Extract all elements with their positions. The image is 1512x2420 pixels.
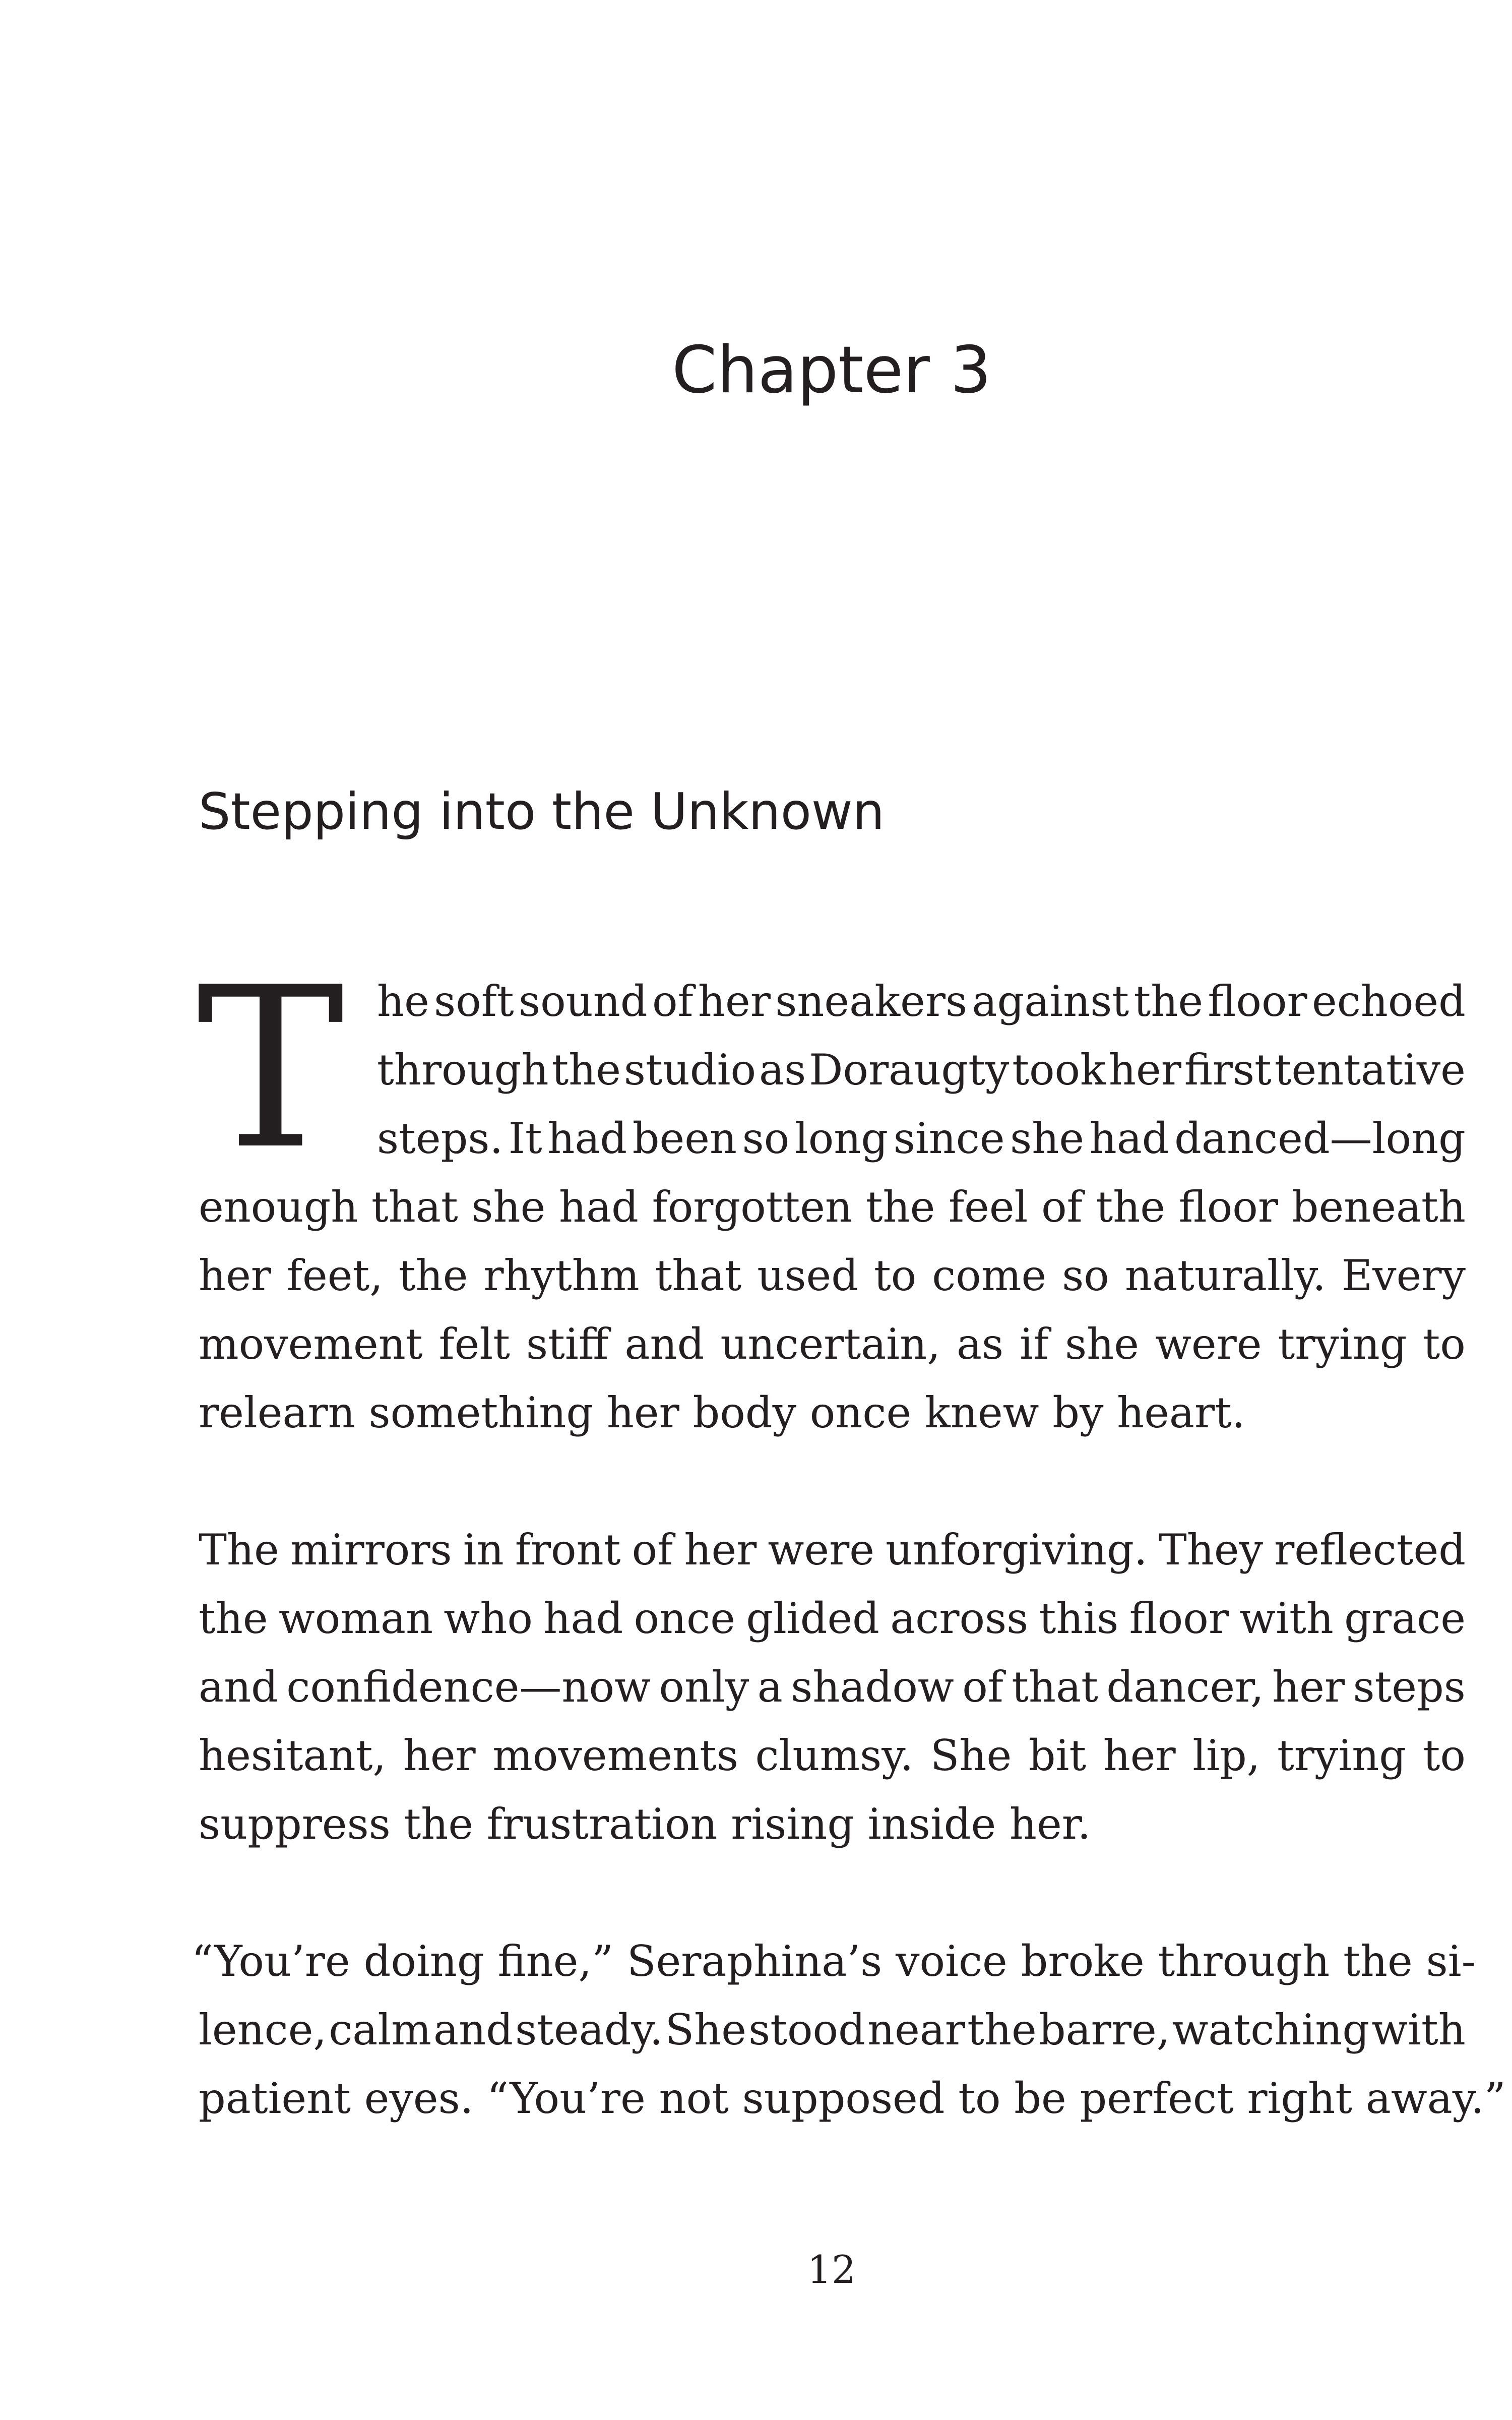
word: front [515, 1525, 621, 1575]
word: she [471, 1182, 546, 1232]
word: si- [1426, 1937, 1476, 1986]
word: They [1158, 1525, 1263, 1575]
word: hesitant, [199, 1731, 387, 1780]
word: shadow [791, 1662, 954, 1712]
text-line [199, 1995, 1466, 2064]
word: stood [748, 2005, 865, 2054]
word: the [551, 1045, 621, 1095]
word: that [1012, 1662, 1098, 1712]
word: a [757, 1662, 783, 1712]
text-line [199, 1173, 1466, 1241]
word: calm [329, 2005, 431, 2054]
word: trying [1278, 1319, 1407, 1369]
word: who [444, 1594, 533, 1643]
word: naturally. [1124, 1251, 1326, 1300]
word: of [652, 977, 694, 1026]
word: the [865, 1182, 935, 1232]
word: first [1184, 1045, 1272, 1095]
word: since [893, 1114, 1005, 1163]
word: with [1371, 2005, 1466, 2054]
word: watching [1172, 2005, 1370, 2054]
word: her [403, 1731, 476, 1780]
word: lip, [1192, 1731, 1261, 1780]
word: her [199, 1251, 271, 1300]
word: mirrors [290, 1525, 452, 1575]
word: The [199, 1525, 279, 1575]
word: feel [949, 1182, 1028, 1232]
word: echoed [1312, 977, 1466, 1026]
text-line [199, 1516, 1466, 1584]
word: to [1423, 1731, 1466, 1780]
word: to [1423, 1319, 1466, 1369]
word: near [867, 2005, 966, 2054]
word: stiff [526, 1319, 609, 1369]
text-line [377, 967, 1466, 1036]
word: feet, [286, 1251, 383, 1300]
word: the [199, 1594, 268, 1643]
word: her [1103, 1731, 1176, 1780]
word: glided [746, 1594, 879, 1643]
word: movement [199, 1319, 423, 1369]
word: were [1155, 1319, 1262, 1369]
drop-cap: T [197, 940, 345, 1198]
word: floor [1208, 977, 1307, 1026]
word: She [665, 2005, 746, 2054]
word: felt [438, 1319, 511, 1369]
word: Seraphina’s [626, 1937, 883, 1986]
word: studio [623, 1045, 757, 1095]
word: if [1020, 1319, 1049, 1369]
word: the [1343, 1937, 1413, 1986]
text-line [199, 1310, 1466, 1378]
word: floor [1178, 1182, 1279, 1232]
word: movements [492, 1731, 738, 1780]
word: the [1096, 1182, 1166, 1232]
word: trying [1277, 1731, 1407, 1780]
word: this [1039, 1594, 1119, 1643]
text-line [199, 1241, 1466, 1310]
word: that [371, 1182, 458, 1232]
word: lence, [199, 2005, 327, 2054]
text-line [192, 1927, 1476, 1995]
word: It [508, 1114, 542, 1163]
word: were [768, 1525, 874, 1575]
text-line [377, 1036, 1466, 1104]
word: bit [1028, 1731, 1087, 1780]
word: her [1272, 1662, 1345, 1712]
word: reflected [1274, 1525, 1466, 1575]
text-line [199, 1721, 1466, 1790]
word: floor [1129, 1594, 1229, 1643]
word: as [759, 1045, 806, 1095]
word: had [547, 1114, 627, 1163]
word: been [632, 1114, 737, 1163]
word: Every [1341, 1251, 1466, 1300]
word: barre, [1038, 2005, 1170, 2054]
word: and [199, 1662, 278, 1712]
word: fine,” [497, 1937, 614, 1986]
word: she [1010, 1114, 1085, 1163]
word: across [890, 1594, 1029, 1643]
word: the [967, 2005, 1037, 2054]
word: sound [518, 977, 648, 1026]
word: and [624, 1319, 705, 1369]
word: only [659, 1662, 749, 1712]
word: forgotten [652, 1182, 853, 1232]
word: unforgiving. [886, 1525, 1148, 1575]
word: uncertain, [720, 1319, 940, 1369]
word: to [873, 1251, 917, 1300]
word: long [794, 1114, 889, 1163]
word: rhythm [483, 1251, 640, 1300]
word: soft [434, 977, 514, 1026]
word: with [1239, 1594, 1334, 1643]
word: in [463, 1525, 504, 1575]
word: the [398, 1251, 468, 1300]
word: through [377, 1045, 549, 1095]
word: the [1133, 977, 1204, 1026]
word: danced—long [1174, 1114, 1466, 1163]
word: doing [363, 1937, 484, 1986]
word: as [956, 1319, 1004, 1369]
word: of [632, 1525, 673, 1575]
word: her [698, 977, 771, 1026]
word: he [377, 977, 429, 1026]
text-line: patient eyes. “You’re not supposed to be perfect right away.” [199, 2074, 1506, 2123]
word: confidence—now [286, 1662, 651, 1712]
word: “You’re [192, 1937, 350, 1986]
word: used [757, 1251, 858, 1300]
word: woman [278, 1594, 433, 1643]
word: steps. [377, 1114, 503, 1163]
word: so [742, 1114, 790, 1163]
word: Doraugty [809, 1045, 1010, 1095]
word: her [1108, 1045, 1181, 1095]
text-line [199, 1584, 1466, 1653]
word: voice [896, 1937, 1007, 1986]
word: sneakers [775, 977, 968, 1026]
text-line: suppress the frustration rising inside her. [199, 1799, 1091, 1849]
word: of [962, 1662, 1003, 1712]
word: against [972, 977, 1129, 1026]
word: that [655, 1251, 742, 1300]
word: took [1012, 1045, 1106, 1095]
word: She [930, 1731, 1012, 1780]
word: beneath [1291, 1182, 1466, 1232]
text-line [199, 1653, 1466, 1721]
word: grace [1344, 1594, 1466, 1643]
page-number: 12 [807, 2247, 856, 2292]
word: tentative [1274, 1045, 1466, 1095]
word: come [932, 1251, 1047, 1300]
word: had [543, 1594, 623, 1643]
text-line: relearn something her body once knew by heart. [199, 1388, 1245, 1437]
word: her [684, 1525, 757, 1575]
word: clumsy. [755, 1731, 914, 1780]
word: dancer, [1106, 1662, 1264, 1712]
word: she [1065, 1319, 1139, 1369]
word: steady. [515, 2005, 663, 2054]
word: so [1062, 1251, 1109, 1300]
section-heading: Stepping into the Unknown [199, 782, 885, 841]
word: of [1041, 1182, 1083, 1232]
word: through [1158, 1937, 1330, 1986]
word: steps [1353, 1662, 1466, 1712]
word: broke [1021, 1937, 1145, 1986]
word: and [433, 2005, 513, 2054]
text-line [377, 1104, 1466, 1173]
word: had [1089, 1114, 1169, 1163]
word: enough [199, 1182, 358, 1232]
word: had [559, 1182, 639, 1232]
word: once [634, 1594, 735, 1643]
chapter-title: Chapter 3 [672, 333, 991, 408]
